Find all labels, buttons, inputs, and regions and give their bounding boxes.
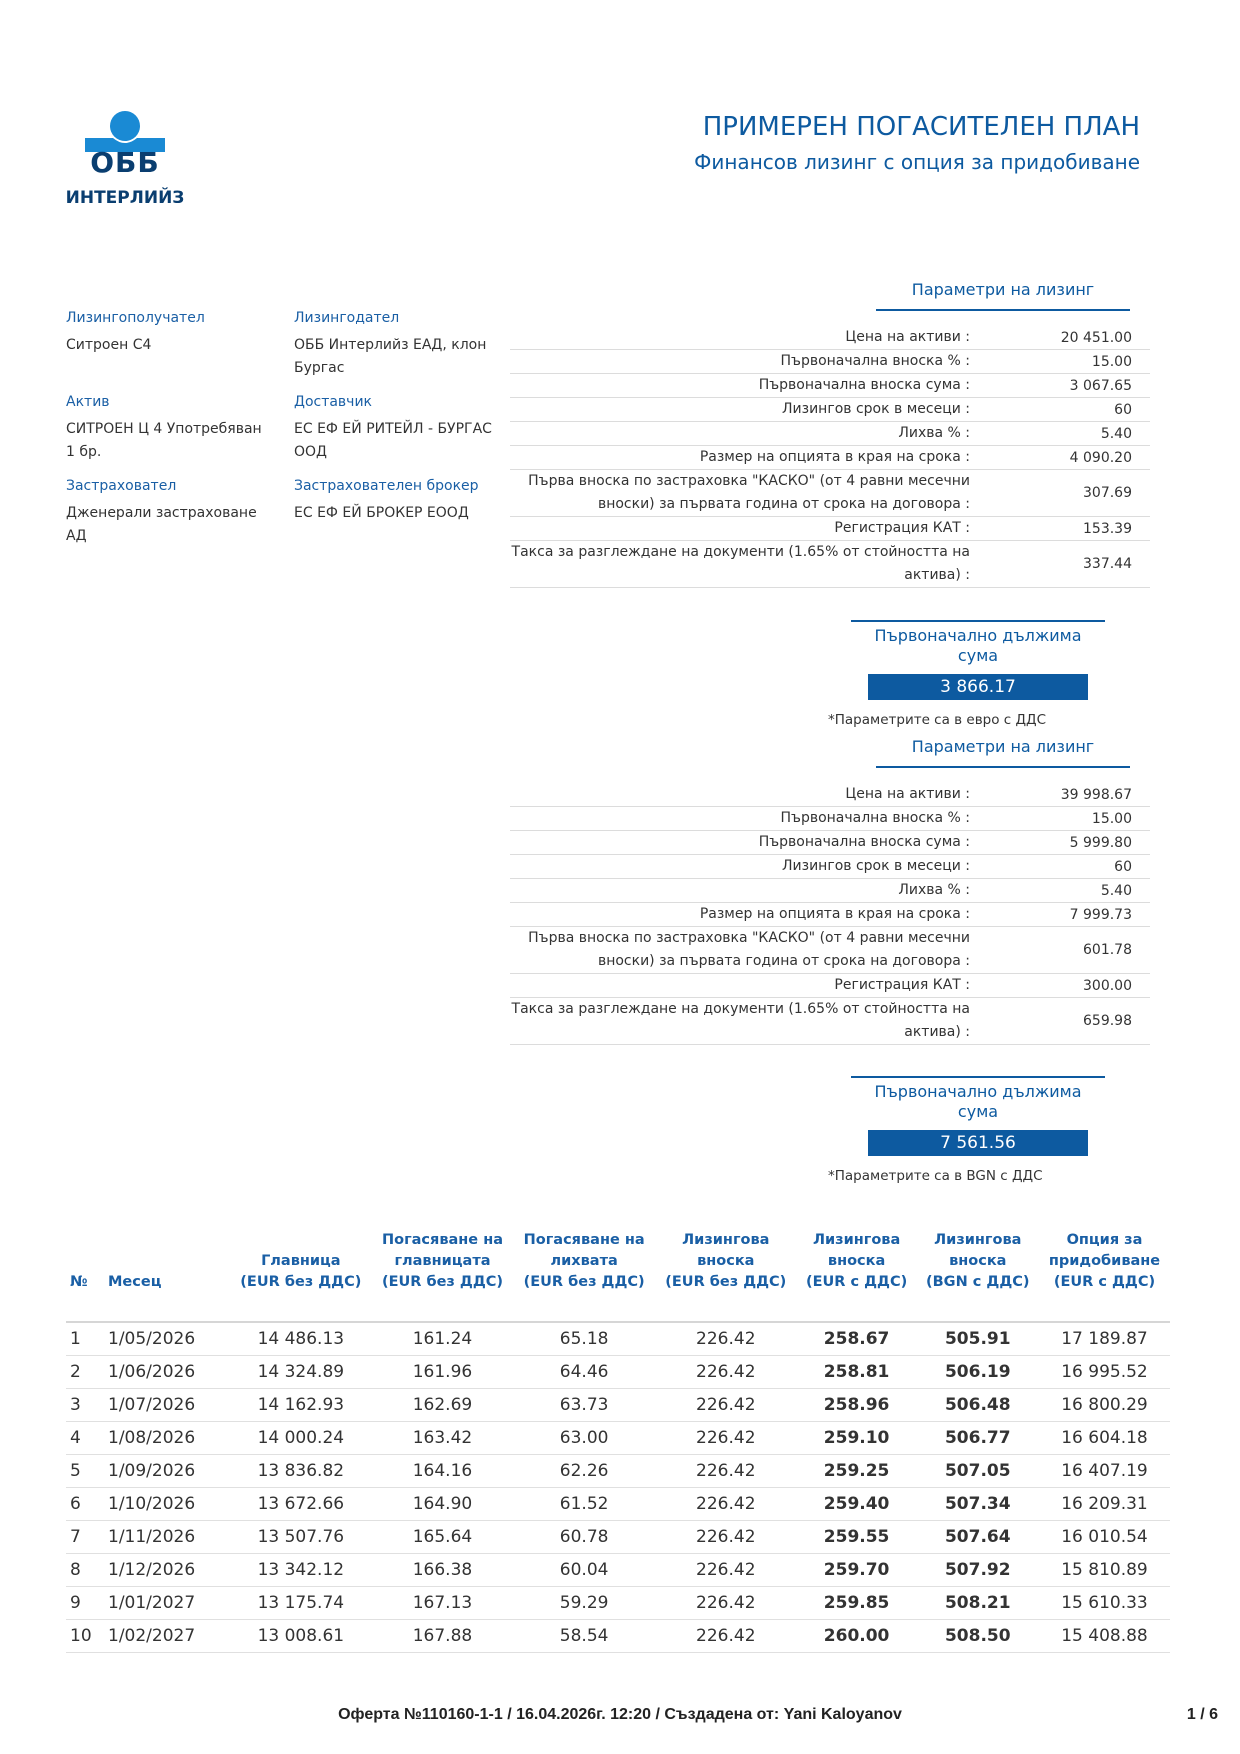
table-cell: 1/09/2026 xyxy=(104,1455,230,1488)
schedule-col-header: Лизингова вноска (EUR без ДДС) xyxy=(655,1230,797,1322)
table-cell: 259.55 xyxy=(797,1521,917,1554)
due-eur-value: 3 866.17 xyxy=(868,674,1088,700)
table-cell: 162.69 xyxy=(372,1389,514,1422)
table-cell: 163.42 xyxy=(372,1422,514,1455)
page-title: ПРИМЕРЕН ПОГАСИТЕЛЕН ПЛАН xyxy=(702,112,1140,142)
param-label: Цена на активи : xyxy=(845,786,970,802)
table-cell: 4 xyxy=(66,1422,104,1455)
param-value: 601.78 xyxy=(1083,942,1132,958)
param-row xyxy=(510,903,1150,927)
table-cell: 1/02/2027 xyxy=(104,1620,230,1653)
table-cell: 508.21 xyxy=(917,1587,1039,1620)
param-label: Цена на активи : xyxy=(845,329,970,345)
lessee-label: Лизингополучател xyxy=(66,310,205,326)
table-cell: 62.26 xyxy=(513,1455,655,1488)
table-cell: 260.00 xyxy=(797,1620,917,1653)
table-row xyxy=(66,1620,1170,1653)
table-cell: 167.88 xyxy=(372,1620,514,1653)
params-eur-table xyxy=(510,326,1150,588)
table-cell: 61.52 xyxy=(513,1488,655,1521)
table-cell: 7 xyxy=(66,1521,104,1554)
table-row xyxy=(66,1587,1170,1620)
due-bgn-box xyxy=(851,1076,1105,1156)
table-cell: 8 xyxy=(66,1554,104,1587)
table-cell: 259.85 xyxy=(797,1587,917,1620)
table-cell: 2 xyxy=(66,1356,104,1389)
schedule-table xyxy=(66,1230,1170,1653)
table-cell: 507.05 xyxy=(917,1455,1039,1488)
table-cell: 1/07/2026 xyxy=(104,1389,230,1422)
table-cell: 1/12/2026 xyxy=(104,1554,230,1587)
table-cell: 505.91 xyxy=(917,1322,1039,1356)
param-label: Такса за разглеждане на документи (1.65% от стойността на актива) : xyxy=(511,1001,970,1040)
table-cell: 258.81 xyxy=(797,1356,917,1389)
table-cell: 164.16 xyxy=(372,1455,514,1488)
table-cell: 226.42 xyxy=(655,1587,797,1620)
table-cell: 14 486.13 xyxy=(230,1322,372,1356)
table-cell: 14 162.93 xyxy=(230,1389,372,1422)
param-value: 4 090.20 xyxy=(1069,449,1132,466)
table-cell: 259.25 xyxy=(797,1455,917,1488)
param-row xyxy=(510,974,1150,998)
param-value: 7 999.73 xyxy=(1069,906,1132,923)
lessor-value: ОББ Интерлийз ЕАД, клон Бургас xyxy=(294,337,487,376)
param-value: 153.39 xyxy=(1083,520,1132,537)
lessor-label: Лизингодател xyxy=(294,310,400,326)
table-cell: 507.64 xyxy=(917,1521,1039,1554)
table-cell: 16 604.18 xyxy=(1039,1422,1170,1455)
footer-offer: Оферта №110160-1-1 / 16.04.2026г. 12:20 / Създадена от: Yani Kaloyanov xyxy=(338,1706,902,1723)
params-eur-note: *Параметрите са в евро с ДДС xyxy=(828,712,1047,728)
table-cell: 226.42 xyxy=(655,1455,797,1488)
param-label: Първоначална вноска сума : xyxy=(758,377,970,393)
param-value: 5.40 xyxy=(1100,882,1132,899)
table-cell: 9 xyxy=(66,1587,104,1620)
table-cell: 16 995.52 xyxy=(1039,1356,1170,1389)
lessee-value: Ситроен С4 xyxy=(66,337,152,353)
table-cell: 60.04 xyxy=(513,1554,655,1587)
table-row xyxy=(66,1554,1170,1587)
table-cell: 507.34 xyxy=(917,1488,1039,1521)
table-cell: 3 xyxy=(66,1389,104,1422)
param-label: Лизингов срок в месеци : xyxy=(782,858,970,874)
param-label: Първа вноска по застраховка "КАСКО" (от 4 равни месечни вноски) за първата година от срока на договора : xyxy=(528,473,970,512)
schedule-col-header: Опция за придобиване (EUR с ДДС) xyxy=(1039,1230,1170,1322)
logo-subtitle: ИНТЕРЛИЙЗ xyxy=(65,188,185,208)
table-cell: 58.54 xyxy=(513,1620,655,1653)
param-label: Регистрация КАТ : xyxy=(834,520,970,536)
table-cell: 226.42 xyxy=(655,1356,797,1389)
page-number: 1 / 6 xyxy=(1186,1706,1218,1723)
params-bgn-heading: Параметри на лизинг xyxy=(876,737,1130,768)
table-cell: 14 324.89 xyxy=(230,1356,372,1389)
param-row xyxy=(510,927,1150,974)
table-cell: 13 008.61 xyxy=(230,1620,372,1653)
table-cell: 161.96 xyxy=(372,1356,514,1389)
table-cell: 1/01/2027 xyxy=(104,1587,230,1620)
supplier-label: Доставчик xyxy=(294,394,373,410)
schedule-col-header: Погасяване на главницата (EUR без ДДС) xyxy=(372,1230,514,1322)
param-value: 300.00 xyxy=(1083,977,1132,994)
table-cell: 1/08/2026 xyxy=(104,1422,230,1455)
table-cell: 165.64 xyxy=(372,1521,514,1554)
param-value: 307.69 xyxy=(1083,485,1132,501)
param-label: Лихва % : xyxy=(898,882,970,898)
schedule-col-header: Главница (EUR без ДДС) xyxy=(230,1230,372,1322)
table-cell: 13 836.82 xyxy=(230,1455,372,1488)
table-cell: 65.18 xyxy=(513,1322,655,1356)
schedule-col-header: Лизингова вноска (BGN с ДДС) xyxy=(917,1230,1039,1322)
param-label: Първа вноска по застраховка "КАСКО" (от 4 равни месечни вноски) за първата година от срока на договора : xyxy=(528,930,970,969)
param-label: Лихва % : xyxy=(898,425,970,441)
table-cell: 226.42 xyxy=(655,1322,797,1356)
table-cell: 259.10 xyxy=(797,1422,917,1455)
table-row xyxy=(66,1356,1170,1389)
table-cell: 16 010.54 xyxy=(1039,1521,1170,1554)
asset-label: Актив xyxy=(66,394,110,410)
param-row xyxy=(510,398,1150,422)
param-label: Първоначална вноска % : xyxy=(780,810,970,826)
table-cell: 5 xyxy=(66,1455,104,1488)
table-cell: 1/05/2026 xyxy=(104,1322,230,1356)
due-eur-label: Първоначално дължима сума xyxy=(874,626,1082,665)
param-value: 3 067.65 xyxy=(1069,377,1132,394)
schedule-col-header: Погасяване на лихвата (EUR без ДДС) xyxy=(513,1230,655,1322)
table-cell: 10 xyxy=(66,1620,104,1653)
table-cell: 15 610.33 xyxy=(1039,1587,1170,1620)
table-cell: 506.77 xyxy=(917,1422,1039,1455)
table-cell: 506.48 xyxy=(917,1389,1039,1422)
param-label: Размер на опцията в края на срока : xyxy=(699,906,970,922)
param-value: 39 998.67 xyxy=(1060,786,1132,803)
due-eur-box xyxy=(851,620,1105,700)
table-cell: 13 507.76 xyxy=(230,1521,372,1554)
table-cell: 161.24 xyxy=(372,1322,514,1356)
broker-label: Застрахователен брокер xyxy=(294,478,479,494)
logo-brand: ОББ xyxy=(90,146,160,179)
param-row xyxy=(510,998,1150,1045)
param-row xyxy=(510,422,1150,446)
table-cell: 506.19 xyxy=(917,1356,1039,1389)
table-cell: 259.40 xyxy=(797,1488,917,1521)
table-cell: 226.42 xyxy=(655,1422,797,1455)
due-bgn-label: Първоначално дължима сума xyxy=(874,1082,1082,1121)
table-cell: 1/11/2026 xyxy=(104,1521,230,1554)
param-value: 15.00 xyxy=(1091,353,1132,370)
table-cell: 508.50 xyxy=(917,1620,1039,1653)
table-cell: 1/06/2026 xyxy=(104,1356,230,1389)
param-value: 20 451.00 xyxy=(1060,329,1132,346)
table-cell: 167.13 xyxy=(372,1587,514,1620)
param-value: 60 xyxy=(1114,858,1132,875)
insurer-label: Застраховател xyxy=(66,478,177,494)
table-cell: 258.96 xyxy=(797,1389,917,1422)
param-value: 337.44 xyxy=(1083,556,1132,572)
table-row xyxy=(66,1422,1170,1455)
param-value: 15.00 xyxy=(1091,810,1132,827)
table-cell: 63.00 xyxy=(513,1422,655,1455)
table-cell: 258.67 xyxy=(797,1322,917,1356)
due-bgn-value: 7 561.56 xyxy=(868,1130,1088,1156)
table-row xyxy=(66,1389,1170,1422)
broker-value: ЕС ЕФ ЕЙ БРОКЕР ЕООД xyxy=(294,505,469,521)
param-row xyxy=(510,326,1150,350)
table-cell: 17 189.87 xyxy=(1039,1322,1170,1356)
table-cell: 60.78 xyxy=(513,1521,655,1554)
param-label: Лизингов срок в месеци : xyxy=(782,401,970,417)
table-cell: 13 672.66 xyxy=(230,1488,372,1521)
param-row xyxy=(510,855,1150,879)
table-cell: 16 407.19 xyxy=(1039,1455,1170,1488)
table-cell: 64.46 xyxy=(513,1356,655,1389)
param-row xyxy=(510,807,1150,831)
table-cell: 259.70 xyxy=(797,1554,917,1587)
param-row xyxy=(510,470,1150,517)
table-cell: 166.38 xyxy=(372,1554,514,1587)
table-row xyxy=(66,1322,1170,1356)
table-cell: 16 209.31 xyxy=(1039,1488,1170,1521)
page-subtitle: Финансов лизинг с опция за придобиване xyxy=(694,150,1140,174)
param-label: Регистрация КАТ : xyxy=(834,977,970,993)
param-row xyxy=(510,374,1150,398)
table-row xyxy=(66,1455,1170,1488)
asset-value: СИТРОЕН Ц 4 Употребяван 1 бр. xyxy=(66,421,262,460)
schedule-col-header: Лизингова вноска (EUR с ДДС) xyxy=(797,1230,917,1322)
table-row xyxy=(66,1488,1170,1521)
param-value: 5 999.80 xyxy=(1069,834,1132,851)
table-cell: 226.42 xyxy=(655,1488,797,1521)
param-value: 659.98 xyxy=(1083,1013,1132,1029)
table-cell: 63.73 xyxy=(513,1389,655,1422)
schedule-col-header: № xyxy=(66,1230,104,1322)
param-row xyxy=(510,879,1150,903)
table-cell: 6 xyxy=(66,1488,104,1521)
table-cell: 164.90 xyxy=(372,1488,514,1521)
param-row xyxy=(510,350,1150,374)
schedule-col-header: Месец xyxy=(104,1230,230,1322)
params-eur-heading: Параметри на лизинг xyxy=(876,280,1130,311)
table-cell: 16 800.29 xyxy=(1039,1389,1170,1422)
param-label: Първоначална вноска сума : xyxy=(758,834,970,850)
table-cell: 226.42 xyxy=(655,1521,797,1554)
table-cell: 226.42 xyxy=(655,1554,797,1587)
table-cell: 15 810.89 xyxy=(1039,1554,1170,1587)
param-row xyxy=(510,517,1150,541)
table-cell: 507.92 xyxy=(917,1554,1039,1587)
table-cell: 14 000.24 xyxy=(230,1422,372,1455)
table-cell: 13 342.12 xyxy=(230,1554,372,1587)
table-cell: 1 xyxy=(66,1322,104,1356)
table-cell: 1/10/2026 xyxy=(104,1488,230,1521)
params-bgn-note: *Параметрите са в BGN с ДДС xyxy=(828,1168,1043,1184)
table-cell: 226.42 xyxy=(655,1389,797,1422)
param-row xyxy=(510,446,1150,470)
table-cell: 15 408.88 xyxy=(1039,1620,1170,1653)
param-row xyxy=(510,783,1150,807)
param-value: 5.40 xyxy=(1100,425,1132,442)
param-row xyxy=(510,541,1150,588)
table-cell: 59.29 xyxy=(513,1587,655,1620)
table-cell: 13 175.74 xyxy=(230,1587,372,1620)
param-label: Първоначална вноска % : xyxy=(780,353,970,369)
param-label: Размер на опцията в края на срока : xyxy=(699,449,970,465)
table-cell: 226.42 xyxy=(655,1620,797,1653)
supplier-value: ЕС ЕФ ЕЙ РИТЕЙЛ - БУРГАС ООД xyxy=(294,421,492,460)
param-label: Такса за разглеждане на документи (1.65% от стойността на актива) : xyxy=(511,544,970,583)
param-value: 60 xyxy=(1114,401,1132,418)
param-row xyxy=(510,831,1150,855)
table-row xyxy=(66,1521,1170,1554)
params-bgn-table xyxy=(510,783,1150,1045)
insurer-value: Дженерали застраховане АД xyxy=(66,505,257,544)
